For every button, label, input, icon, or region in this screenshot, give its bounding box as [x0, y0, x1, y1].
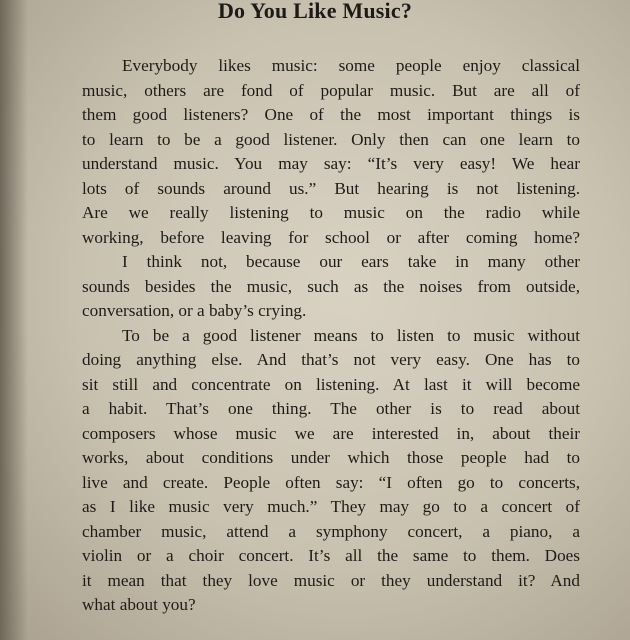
text-line: sounds besides the music, such as the noises from outside, [82, 276, 580, 296]
text-line: conversation, or a baby’s crying. [82, 301, 307, 320]
text-line: To be a good listener means to listen to music without [122, 325, 580, 345]
text-line: understand music. You may say: “It’s very easy! We hear [82, 154, 580, 173]
text-line: it mean that they love music or they understand it? And [82, 570, 580, 590]
text-line: sit still and concentrate on listening. At last it will become [82, 374, 580, 394]
article-body [82, 54, 580, 618]
text-line: to learn to be a good listener. Only then can one learn to [82, 129, 580, 149]
text-line: as I like music very much.” They may go to a concert of [82, 497, 580, 516]
text-line: a habit. That’s one thing. The other is to read about [82, 399, 580, 418]
text-line: works, about conditions under which those people had to [82, 448, 580, 467]
text-line: working, before leaving for school or after coming home? [82, 227, 580, 247]
text-line: them good listeners? One of the most important things is [82, 105, 580, 124]
text-line: violin or a choir concert. It’s all the same to them. Does [82, 546, 580, 565]
page-title: Do You Like Music? [217, 0, 413, 23]
text-line: doing anything else. And that’s not very easy. One has to [82, 350, 580, 369]
text-line: music, others are fond of popular music. But are all of [82, 80, 580, 100]
text-line: lots of sounds around us.” But hearing is not listening. [82, 178, 580, 198]
text-line: chamber music, attend a symphony concert, a piano, a [82, 521, 580, 541]
text-line: what about you? [82, 595, 196, 614]
text-line: composers whose music we are interested in, about their [82, 423, 580, 443]
text-line: Everybody likes music: some people enjoy classical [122, 56, 580, 75]
text-line: live and create. People often say: “I often go to concerts, [82, 472, 580, 492]
text-line: Are we really listening to music on the radio while [82, 203, 580, 222]
text-line: I think not, because our ears take in many other [122, 252, 580, 271]
